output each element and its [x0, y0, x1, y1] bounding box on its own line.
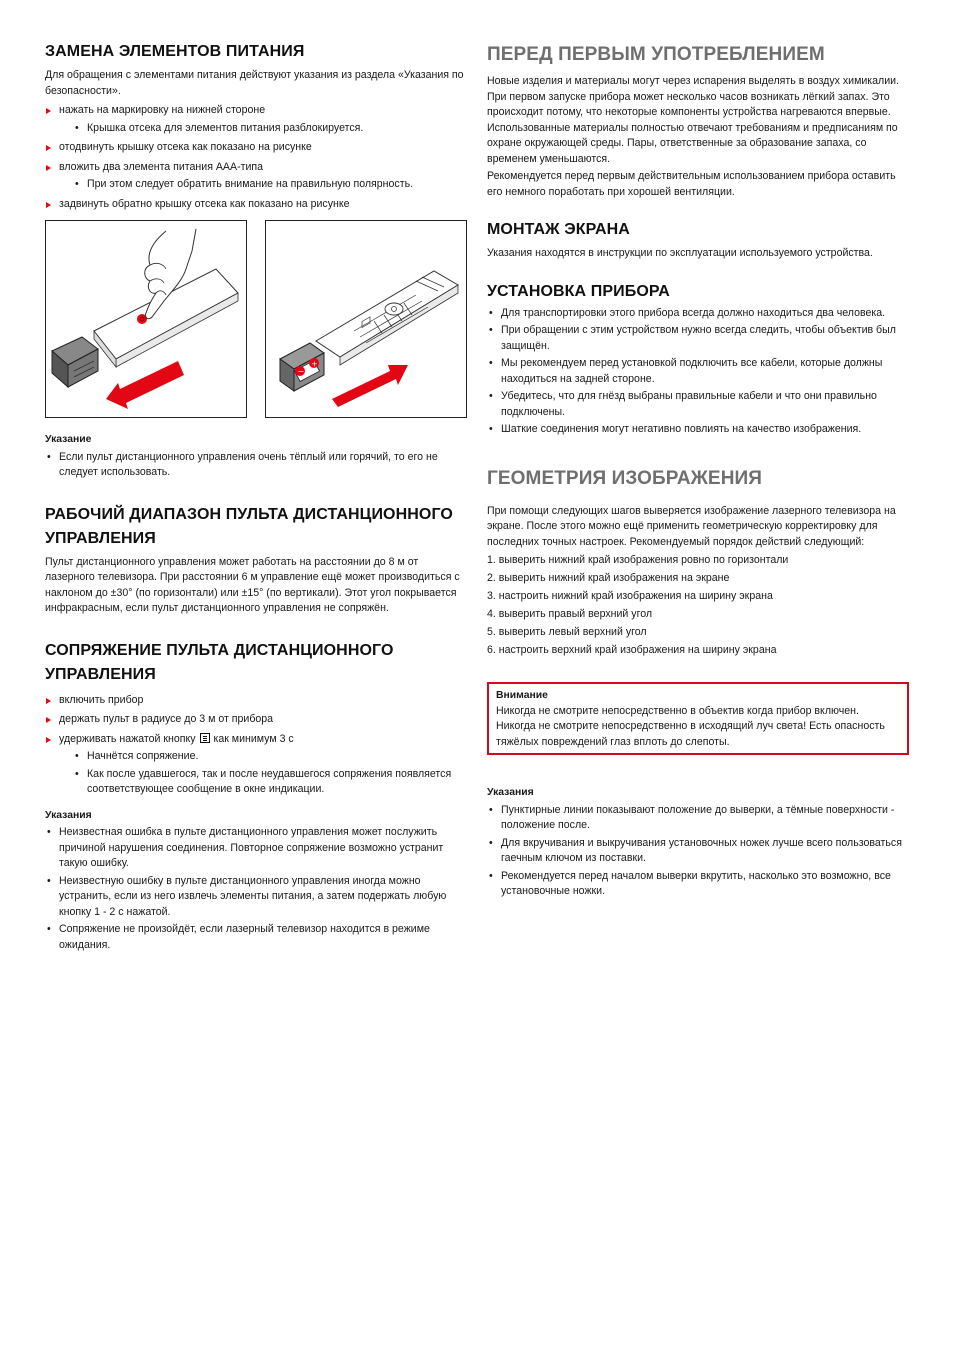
geometry-section — [487, 464, 909, 659]
screen-text: Указания находятся в инструкции по эксплуатации используемого устройства. — [487, 247, 873, 259]
warning-text: Никогда не смотрите непосредственно в объектив когда прибор включен. Никогда не смотрите непосредственно в исходящий луч света! Есть опасность тяжёлых повреждений глаз вплоть до слепоты. — [496, 704, 885, 748]
geometry-step-1: 1. выверить нижний край изображения ровно по горизонтали — [487, 553, 789, 566]
pairing-heading: СОПРЯЖЕНИЕ ПУЛЬТА ДИСТАНЦИОННОГО УПРАВЛЕНИЯ — [45, 641, 394, 683]
range-heading: РАБОЧИЙ ДИАПАЗОН ПУЛЬТА ДИСТАНЦИОННОГО УПРАВЛЕНИЯ — [45, 505, 453, 547]
figure-open-cover — [45, 220, 247, 418]
remote-open-cover-illustration — [46, 221, 246, 417]
battery-step-4: задвинуть обратно крышку отсека как показано на рисунке — [45, 197, 467, 213]
first-use-p2: Рекомендуется перед первым действительным использованием прибора оставить его немного поработать при хорошей вентиляции. — [487, 170, 896, 198]
geometry-step-2: 2. выверить нижний край изображения на экране — [487, 571, 730, 584]
pairing-step-2: держать пульт в радиусе до 3 м от прибора — [45, 712, 467, 728]
battery-step-3 — [45, 160, 467, 193]
remote-insert-batteries-illustration — [266, 221, 466, 417]
svg-text:−: − — [297, 367, 305, 376]
battery-figures — [45, 220, 467, 418]
geometry-notes — [487, 803, 909, 900]
geometry-heading: ГЕОМЕТРИЯ ИЗОБРАЖЕНИЯ — [487, 467, 763, 489]
battery-step-1-text: нажать на маркировку на нижней стороне — [59, 104, 266, 116]
warning-title: Внимание — [496, 690, 548, 701]
range-section — [45, 503, 467, 617]
first-use-section — [487, 40, 909, 200]
screen-section — [487, 218, 909, 262]
battery-note-1: • Если пульт дистанционного управления очень тёплый или горячий, то его не следует использовать. — [45, 450, 467, 481]
svg-text:+: + — [311, 359, 318, 369]
figure-insert-batteries — [265, 220, 467, 418]
pairing-step-3-text-a: удерживать нажатой кнопку — [59, 732, 196, 745]
pairing-notes-title: Указания — [45, 809, 92, 821]
battery-note-title: Указание — [45, 434, 92, 445]
install-list — [487, 306, 909, 438]
battery-step-1-sub: • Крышка отсека для элементов питания разблокируется. — [73, 121, 467, 137]
battery-step-3-sub: • При этом следует обратить внимание на правильную полярность. — [73, 177, 467, 193]
pairing-step-3 — [45, 732, 467, 798]
install-section — [487, 280, 909, 438]
pairing-note-2: • Неизвестную ошибку в пульте дистанционного управления иногда можно устранить, если из него извлечь элементы питания, а затем подержать любую кнопку 1 - 2 с нажатой. — [45, 874, 467, 921]
screen-heading: МОНТАЖ ЭКРАНА — [487, 221, 630, 238]
install-item-5: • Шаткие соединения могут негативно повлиять на качество изображения. — [487, 422, 909, 438]
battery-heading: ЗАМЕНА ЭЛЕМЕНТОВ ПИТАНИЯ — [45, 43, 305, 60]
geometry-step-5: 5. выверить левый верхний угол — [487, 625, 647, 638]
menu-button-icon — [200, 733, 210, 743]
geometry-note-2: • Для вкручивания и выкручивания установочных ножек лучше всего пользоваться гаечным ключом из поставки. — [487, 836, 909, 867]
geometry-note-1: • Пунктирные линии показывают положение до выверки, а тёмные поверхности - положение после. — [487, 803, 909, 834]
geometry-notes-title: Указания — [487, 787, 534, 798]
geometry-step-6: 6. настроить верхний край изображения на ширину экрана — [487, 643, 777, 656]
first-use-heading: ПЕРЕД ПЕРВЫМ УПОТРЕБЛЕНИЕМ — [487, 44, 825, 65]
battery-step-2: отодвинуть крышку отсека как показано на рисунке — [45, 140, 467, 156]
left-column — [45, 40, 467, 953]
geometry-notes-section — [487, 785, 909, 900]
install-heading: УСТАНОВКА ПРИБОРА — [487, 282, 670, 300]
geometry-intro: При помощи следующих шагов выверяется изображение лазерного телевизора на экране. После этого можно ещё применить геометрическую корректировку для последних точных настроек. Рекомендуемый порядок действий следующий: — [487, 504, 896, 548]
pairing-step-3-sub-2: • Как после удавшегося, так и после неудавшегося сопряжения появляется соответствующее сообщение в окне индикации. — [73, 767, 467, 798]
right-column — [487, 40, 909, 900]
geometry-note-3: • Рекомендуется перед началом выверки вкрутить, насколько это возможно, все установочные ножки. — [487, 869, 909, 900]
pairing-step-1: включить прибор — [45, 693, 467, 709]
pairing-note-3: • Сопряжение не произойдёт, если лазерный телевизор находится в режиме ожидания. — [45, 922, 467, 953]
install-item-2: • При обращении с этим устройством нужно всегда следить, чтобы объектив был защищён. — [487, 323, 909, 354]
pairing-steps — [45, 693, 467, 798]
geometry-steps — [487, 553, 909, 659]
first-use-p1: Новые изделия и материалы могут через испарения выделять в воздух химикалии. При первом запуске прибора может несколько часов возникать лёгкий запах. Это происходит потому, что некоторые компоненты устройства нагреваются впервые. Использованные материалы полностью отвечают требованиям и предписаниям по охране окружающей среды. Пары, ответственные за образование запаха, со временем уменьшаются. — [487, 75, 900, 165]
install-item-4: • Убедитесь, что для гнёзд выбраны правильные кабели и что они правильно подключены. — [487, 389, 909, 420]
battery-intro: Для обращения с элементами питания действуют указания из раздела «Указания по безопасности». — [45, 69, 464, 97]
pairing-section — [45, 639, 467, 954]
warning-box — [487, 682, 909, 755]
battery-steps — [45, 103, 467, 212]
range-text: Пульт дистанционного управления может работать на расстоянии до 8 м от лазерного телевизора. При расстоянии 6 м управление ещё может производиться с наклоном до ±30° (по горизонтали) или ±15° (по вертикали). Этот угол покрывается инфракрасным, если пульт дистанционного управления не сопряжён. — [45, 555, 460, 614]
pairing-step-3-text-b: как минимум 3 с — [213, 732, 294, 745]
install-item-3: • Мы рекомендуем перед установкой подключить все кабели, которые должны находиться на задней стороне. — [487, 356, 909, 387]
geometry-step-4: 4. выверить правый верхний угол — [487, 607, 653, 620]
pairing-note-1: • Неизвестная ошибка в пульте дистанционного управления может послужить причиной нарушения соединения. Повторное сопряжение возможно устранит такую ошибку. — [45, 825, 467, 872]
geometry-step-3: 3. настроить нижний край изображения на ширину экрана — [487, 589, 773, 602]
battery-step-1 — [45, 103, 467, 136]
battery-step-3-text: вложить два элемента питания AAA-типа — [59, 160, 263, 173]
install-item-1: • Для транспортировки этого прибора всегда должно находиться два человека. — [487, 306, 909, 322]
pairing-notes — [45, 825, 467, 953]
battery-notes — [45, 450, 467, 481]
pairing-step-3-sub-1: • Начнётся сопряжение. — [73, 749, 467, 765]
battery-section — [45, 40, 467, 481]
